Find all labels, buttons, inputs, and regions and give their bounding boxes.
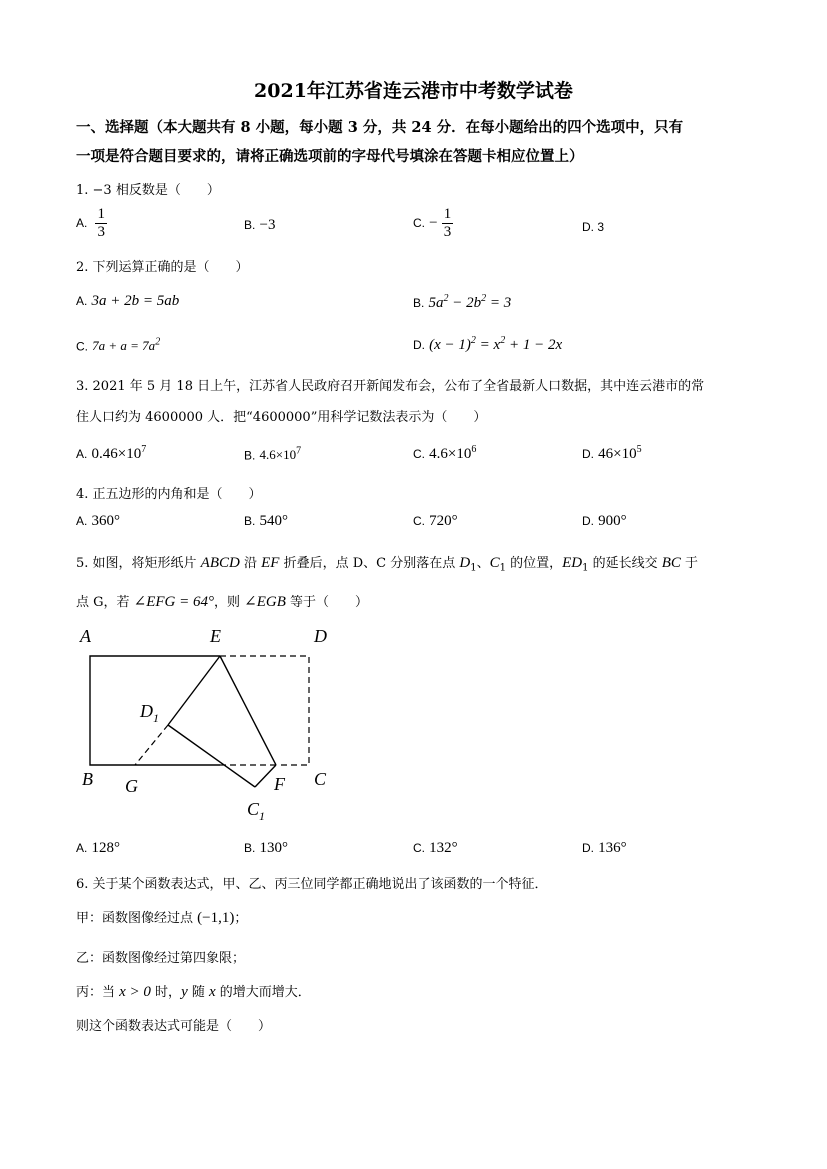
question-6-ask: 则这个函数表达式可能是（ ） — [76, 1019, 272, 1034]
question-5-option-d — [582, 840, 627, 857]
label-b: B — [82, 769, 93, 789]
option-label: B. — [244, 514, 256, 528]
question-2-option-d — [413, 335, 562, 354]
question-3-option-b — [244, 446, 301, 463]
math-c1: C — [489, 555, 500, 571]
math-ef: EF — [261, 555, 280, 571]
label-c1-letter: C — [247, 799, 260, 819]
question-4-option-c — [413, 513, 458, 530]
text-part: ，则 — [214, 595, 245, 610]
label-c1-sub: 1 — [259, 809, 266, 823]
text-part: 等于（ ） — [285, 595, 369, 610]
question-3-line1: 3. 2021 年 5 月 18 日上午，江苏省人民政府召开新闻发布会，公布了全省最新人口数据，其中连云港市的常 — [76, 379, 705, 394]
math-d1: D — [459, 555, 471, 571]
exponent: 2 — [443, 293, 449, 304]
question-6-yi: 乙：函数图像经过第四象限； — [76, 951, 246, 966]
subscript: 1 — [582, 562, 589, 574]
option-value: 900° — [598, 513, 627, 529]
option-label: C. — [413, 447, 425, 461]
exponent: 7 — [296, 446, 302, 457]
exponent: 7 — [141, 444, 147, 455]
math-y: y — [181, 984, 188, 1000]
expr-part: 5a — [428, 295, 444, 311]
expr-part: + 1 − 2x — [505, 337, 563, 353]
option-label: C. — [413, 841, 425, 855]
option-label: B. — [244, 841, 256, 855]
option-label: D. — [582, 841, 594, 855]
option-value: 136° — [598, 840, 627, 856]
segment-d1c1 — [168, 725, 255, 787]
text-part: 折叠后，点 D、C 分别落在点 — [279, 556, 460, 571]
math-bc: BC — [661, 555, 681, 571]
math-angle-efg: ∠EFG = 64° — [133, 594, 215, 610]
option-label: D. — [582, 514, 594, 528]
subscript: 1 — [499, 562, 506, 574]
math-angle-egb: ∠EGB — [244, 594, 286, 610]
option-label: B. — [244, 448, 256, 463]
numerator: 1 — [97, 206, 105, 222]
question-3-option-a — [76, 444, 146, 463]
numerator: 1 — [443, 206, 452, 222]
question-3-option-c — [413, 444, 476, 463]
text-part: 点 G，若 — [76, 595, 134, 610]
denominator: 3 — [443, 224, 452, 240]
fold-line-ef — [220, 656, 276, 765]
expr-part: = x — [475, 337, 501, 353]
option-value: 130° — [259, 840, 288, 856]
option-label: B. — [413, 296, 425, 310]
label-d: D — [314, 626, 327, 646]
text-part: 时， — [150, 985, 182, 1000]
option-expression: 3a + 2b = 5ab — [91, 293, 180, 309]
text-part: 5. 如图，将矩形纸片 — [76, 556, 201, 571]
text-part: ； — [234, 911, 248, 926]
exponent: 5 — [636, 444, 642, 455]
minus-sign: − — [429, 215, 438, 231]
question-5-option-a — [76, 840, 120, 857]
option-label: A. — [76, 216, 88, 230]
question-5-line2 — [76, 591, 368, 611]
option-value: 128° — [91, 840, 120, 856]
question-4-option-d — [582, 513, 627, 530]
text-part: 丙：当 — [76, 985, 120, 1000]
option-value: 720° — [429, 513, 458, 529]
option-label: A. — [76, 447, 88, 461]
expr-part: 4.6×10 — [259, 447, 297, 463]
math-condition: x > 0 — [119, 984, 151, 1000]
option-value: 540° — [259, 513, 288, 529]
expr-part: − 2b — [448, 295, 482, 311]
fraction — [95, 206, 107, 241]
text-part: 沿 — [239, 556, 262, 571]
folding-rectangle-figure — [70, 620, 350, 830]
expr-part: (x − 1) — [429, 337, 471, 353]
label-e: E — [210, 626, 221, 646]
exponent: 2 — [470, 335, 476, 346]
question-1-stem: 1. −3 相反数是（ ） — [76, 183, 220, 198]
option-value: 132° — [429, 840, 458, 856]
expr-part: = 3 — [486, 295, 512, 311]
text-part: 于 — [680, 556, 699, 571]
option-label: C. — [413, 216, 425, 230]
expr-part: 7a + a = 7a — [92, 338, 156, 354]
question-5-option-b — [244, 840, 288, 857]
option-label: A. — [76, 841, 88, 855]
expr-part: 0.46×10 — [91, 446, 142, 462]
question-1-option-b — [244, 217, 275, 234]
text-part: 甲：函数图像经过点 — [76, 911, 198, 926]
denominator: 3 — [97, 224, 105, 240]
label-c: C — [314, 769, 327, 789]
text-part: 的位置， — [505, 556, 563, 571]
option-value: 360° — [91, 513, 120, 529]
label-f: F — [274, 774, 285, 794]
question-2-stem: 2. 下列运算正确的是（ ） — [76, 260, 249, 275]
text-part: 随 — [187, 985, 209, 1000]
section-heading-line1: 一、选择题（本大题共有 8 小题，每小题 3 分，共 24 分．在每小题给出的四个选项中，只有 — [76, 119, 684, 136]
label-d1-letter: D — [140, 701, 153, 721]
text-part: 、 — [476, 556, 490, 571]
option-label: A. — [76, 294, 88, 308]
question-2-option-a — [76, 293, 179, 310]
exponent: 6 — [471, 444, 477, 455]
option-label: D. — [413, 338, 425, 352]
exponent: 2 — [155, 337, 161, 348]
question-1-option-d: D. 3 — [582, 220, 605, 234]
question-6-stem: 6. 关于某个函数表达式，甲、乙、丙三位同学都正确地说出了该函数的一个特征． — [76, 877, 548, 892]
subscript: 1 — [470, 562, 477, 574]
question-3-option-d — [582, 444, 642, 463]
expr-part: 46×10 — [598, 446, 637, 462]
exponent: 2 — [481, 293, 487, 304]
label-c1 — [247, 799, 265, 823]
text-part: 的延长线交 — [588, 556, 662, 571]
label-d1 — [139, 701, 159, 725]
question-4-stem: 4. 正五边形的内角和是（ ） — [76, 487, 262, 502]
math-point: (−1,1) — [197, 910, 235, 926]
math-x: x — [209, 984, 216, 1000]
page-title: 2021年江苏省连云港市中考数学试卷 — [254, 80, 573, 102]
question-6-bing — [76, 981, 311, 1001]
question-4-option-b — [244, 513, 288, 530]
question-1-option-c — [413, 206, 453, 241]
question-1-option-a — [76, 206, 107, 241]
label-d1-sub: 1 — [153, 711, 159, 725]
label-a: A — [80, 626, 91, 646]
rectangle-folded-edges — [220, 656, 309, 765]
math-ed1: ED — [562, 555, 583, 571]
text-part: 的增大而增大． — [215, 985, 311, 1000]
fraction — [442, 206, 454, 241]
option-value: −3 — [259, 217, 276, 233]
segment-c1f — [255, 765, 276, 787]
segment-ed1 — [168, 656, 220, 725]
option-label: C. — [413, 514, 425, 528]
question-5-line1 — [76, 552, 698, 574]
option-label: C. — [76, 339, 88, 354]
question-2-option-c — [76, 337, 160, 354]
section-heading-line2: 一项是符合题目要求的，请将正确选项前的字母代号填涂在答题卡相应位置上） — [76, 148, 584, 165]
question-5-option-c — [413, 840, 458, 857]
question-4-option-a — [76, 513, 120, 530]
math-abcd: ABCD — [200, 555, 240, 571]
extension-d1g — [135, 725, 168, 765]
question-2-option-b — [413, 293, 511, 312]
question-3-line2: 住人口约为 4600000 人．把“4600000”用科学记数法表示为（ ） — [76, 410, 487, 425]
exponent: 2 — [500, 335, 506, 346]
option-label: D. — [582, 447, 594, 461]
option-label: A. — [76, 514, 88, 528]
question-6-jia — [76, 907, 247, 927]
option-label: B. — [244, 218, 256, 232]
expr-part: 4.6×10 — [429, 446, 472, 462]
label-g: G — [125, 776, 138, 796]
